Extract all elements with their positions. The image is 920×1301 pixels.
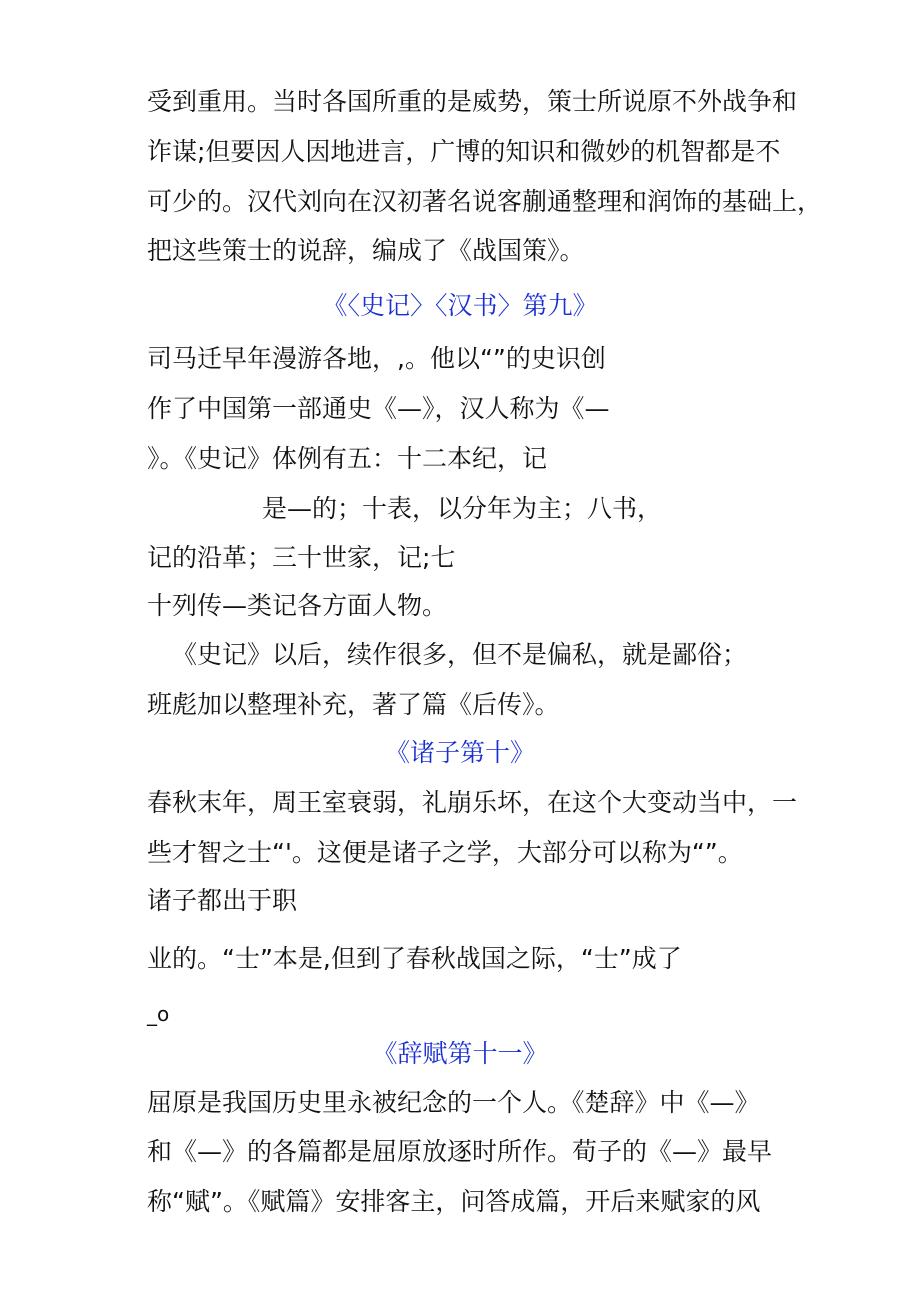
- text-line: 些才智之士“'。这便是诸子之学，大部分可以称为“”。: [147, 838, 743, 867]
- text-line: 》。《史记》体例有五：十二本纪，记: [147, 444, 548, 473]
- text-line: 屈原是我国历史里永被纪念的一个人。《楚辞》中《—》: [147, 1088, 760, 1117]
- text-line: 《史记》以后，续作很多，但不是偏私，就是鄙俗；: [172, 640, 748, 669]
- text-line: 春秋末年，周王室衰弱，礼崩乐坏，在这个大变动当中，一: [147, 788, 798, 817]
- text-line: 是—的；十表，以分年为主；八书，: [262, 494, 663, 523]
- text-line: 可少的。汉代刘向在汉初著名说客蒯通整理和润饰的基础上，: [147, 187, 823, 216]
- section-heading-shiji: 《〈史记〉〈汉书〉第九》: [322, 291, 598, 320]
- text-line: 受到重用。当时各国所重的是威势，策士所说原不外战争和: [147, 87, 798, 116]
- text-line: _o: [147, 1002, 170, 1026]
- section-heading-cifu: 《辞赋第十一》: [372, 1039, 548, 1068]
- text-line: 和《—》的各篇都是屈原放逐时所作。荀子的《—》最早: [147, 1137, 773, 1166]
- text-line: 诈谋;但要因人因地进言，广博的知识和微妙的机智都是不: [147, 137, 781, 166]
- section-heading-zhuzi: 《诸子第十》: [384, 738, 535, 767]
- text-line: 记的沿革；三十世家，记;七: [147, 543, 456, 572]
- text-line: 称“赋”。《赋篇》安排客主，问答成篇，开后来赋家的风: [147, 1187, 761, 1216]
- text-line: 司马迁早年漫游各地，,。他以“”的史识创: [147, 344, 606, 373]
- text-line: 作了中国第一部通史《—》，汉人称为《—: [147, 394, 610, 423]
- text-line: 诸子都出于职: [147, 886, 298, 915]
- text-line: 把这些策士的说辞，编成了《战国策》。: [147, 236, 585, 265]
- text-line: 十列传—类记各方面人物。: [147, 591, 448, 620]
- text-line: 业的。“士”本是,但到了春秋战国之际，“士”成了: [147, 944, 682, 973]
- text-line: 班彪加以整理补充，著了篇《后传》。: [147, 690, 560, 719]
